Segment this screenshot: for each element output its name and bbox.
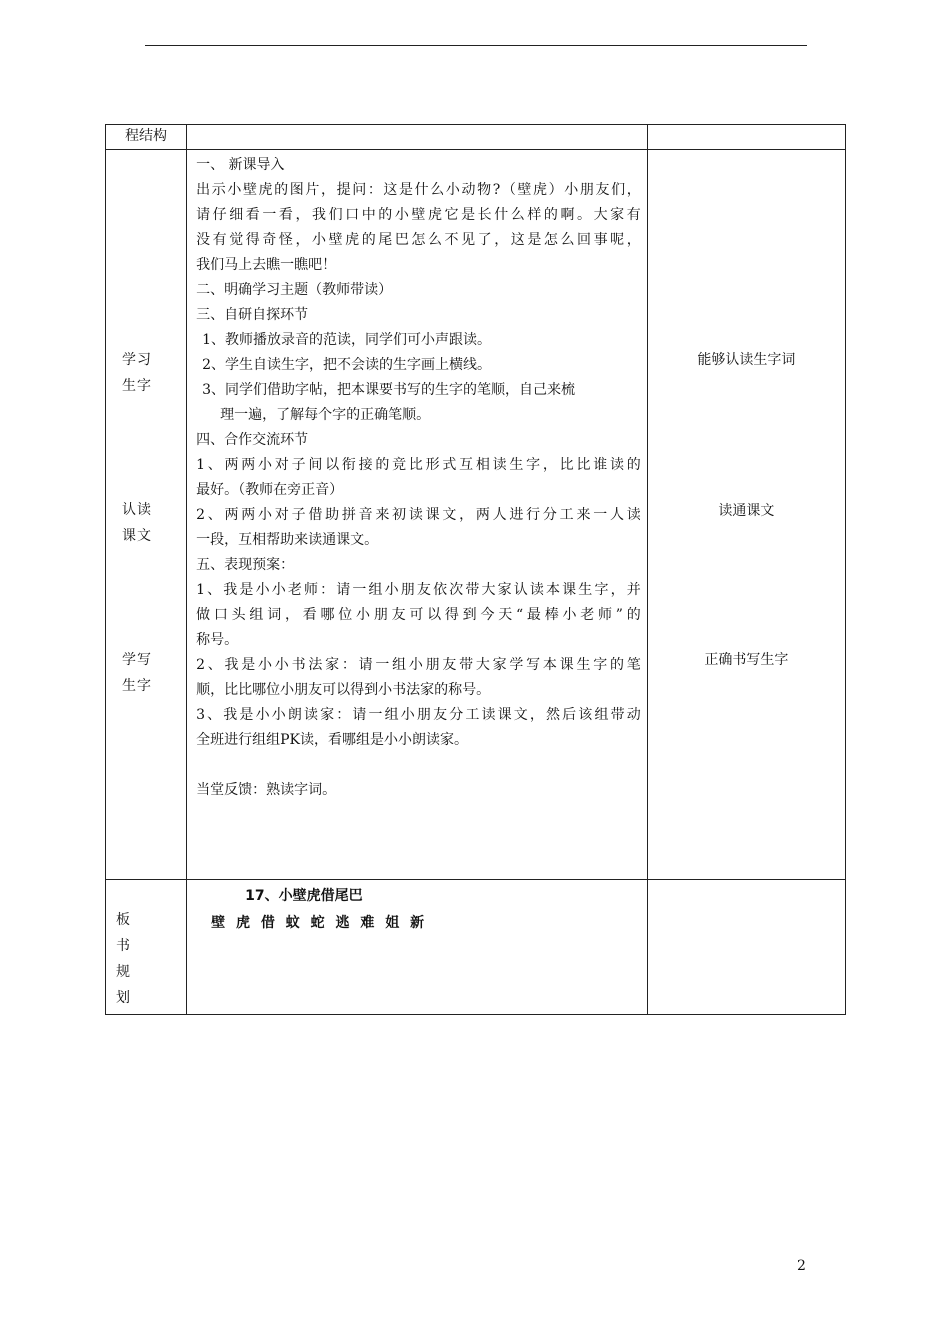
- content-line: 理一遍，了解每个字的正确笔顺。: [220, 407, 431, 423]
- content-line: 我们马上去瞧一瞧吧！: [196, 257, 337, 273]
- content-line: 全班进行组组PK读，看哪组是小小朗读家。: [196, 732, 468, 748]
- teaching-content: [187, 150, 647, 803]
- content-line: 3、我是小小朗读家：请一组小朋友分工读课文，然后该组带动: [196, 707, 641, 723]
- content-line: 1、我是小小老师：请一组小朋友依次带大家认读本课生字，并: [196, 582, 641, 598]
- content-line: 2、学生自读生字，把不会读的生字画上横线。: [202, 357, 492, 373]
- goals-cell: [647, 150, 845, 880]
- content-line: 三、自研自探环节: [196, 307, 309, 323]
- board-label-cell: [106, 880, 187, 1015]
- content-line: 出示小壁虎的图片，提问：这是什么小动物?（壁虎）小朋友们，: [196, 182, 641, 198]
- board-label-char: 板: [116, 912, 130, 928]
- section-label: 课文: [122, 528, 152, 544]
- structure-label: 程结构: [125, 128, 168, 144]
- board-label-char: 划: [116, 990, 130, 1006]
- section-label: 认读: [122, 502, 152, 518]
- content-line: 1、教师播放录音的范读，同学们可小声跟读。: [202, 332, 492, 348]
- header-empty-cell: [647, 125, 845, 150]
- board-empty-cell: [647, 880, 845, 1015]
- structure-label-cell: [106, 125, 187, 150]
- header-rule: [145, 45, 807, 46]
- goal-text: 读通课文: [718, 503, 775, 519]
- section-label: 生字: [122, 378, 152, 394]
- content-line: 称号。: [196, 632, 239, 648]
- teaching-content-cell: [187, 150, 648, 880]
- content-line: 3、同学们借助字帖，把本课要书写的生字的笔顺，自己来梳: [202, 382, 576, 398]
- content-line: 一段，互相帮助来读通课文。: [196, 532, 379, 548]
- content-line: 2、两两小对子借助拼音来初读课文，两人进行分工来一人读: [196, 507, 641, 523]
- table-header-row: [106, 125, 846, 150]
- content-line: 1、两两小对子间以衔接的竞比形式互相读生字，比比谁读的: [196, 457, 641, 473]
- goal-text: 能够认读生字词: [697, 352, 796, 368]
- section-label: 学写: [122, 652, 152, 668]
- content-line: 2、我是小小书法家：请一组小朋友带大家学写本课生字的笔: [196, 657, 641, 673]
- board-content-cell: [187, 880, 648, 1015]
- teaching-process-row: [106, 150, 846, 880]
- goal-text: 正确书写生字: [704, 652, 789, 668]
- blank-line: [196, 753, 641, 778]
- content-line: 做口头组词，看哪位小朋友可以得到今天“最棒小老师”的: [196, 607, 641, 623]
- page-number: 2: [797, 1258, 806, 1274]
- board-label-char: 书: [116, 938, 130, 954]
- content-line: 最好。（教师在旁正音）: [196, 482, 344, 498]
- board-title: 17、小壁虎借尾巴: [245, 888, 363, 904]
- content-line: 一、 新课导入: [196, 157, 285, 173]
- lesson-plan-table: [105, 124, 846, 1015]
- content-line: 四、合作交流环节: [196, 432, 309, 448]
- content-line: 没有觉得奇怪，小壁虎的尾巴怎么不见了，这是怎么回事呢，: [196, 232, 641, 248]
- section-label: 生字: [122, 678, 152, 694]
- section-label-cell: [106, 150, 187, 880]
- header-empty-cell: [187, 125, 648, 150]
- content-line: 顺，比比哪位小朋友可以得到小书法家的称号。: [196, 682, 491, 698]
- board-label-char: 规: [116, 964, 130, 980]
- content-line: 二、明确学习主题（教师带读）: [196, 282, 393, 298]
- content-line: 请仔细看一看，我们口中的小壁虎它是长什么样的啊。大家有: [196, 207, 641, 223]
- board-plan-row: [106, 880, 846, 1015]
- section-label: 学习: [122, 352, 152, 368]
- board-characters: 壁 虎 借 蚊 蛇 逃 难 姐 新: [211, 915, 426, 931]
- content-line: 五、表现预案：: [196, 557, 295, 573]
- content-line: 当堂反馈：熟读字词。: [196, 782, 337, 798]
